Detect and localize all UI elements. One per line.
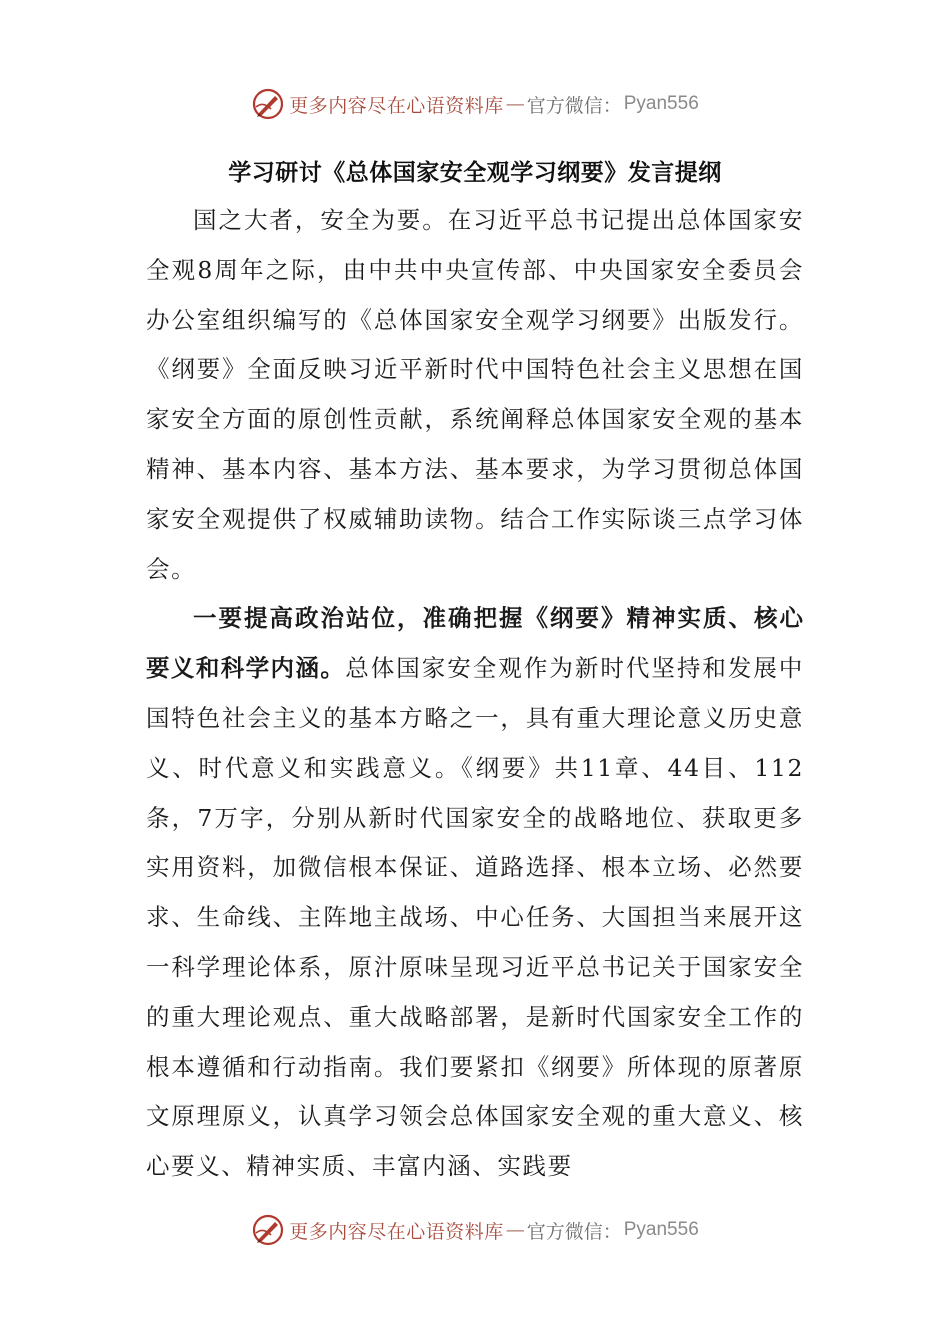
paragraph-point-one bbox=[146, 594, 804, 1192]
banner-wechat-label: 官方微信： bbox=[526, 94, 622, 117]
footer-banner bbox=[0, 1210, 950, 1250]
pen-logo-icon bbox=[251, 87, 285, 121]
paragraph-intro-text: 国之大者，安全为要。在习近平总书记提出总体国家安全观8周年之际，由中共中央宣传部、中央国家安全委员会办公室组织编写的《总体国家安全观学习纲要》出版发行。《纲要》全面反映习近平新时代中国特色社会主义思想在国家安全方面的原创性贡献，系统阐释总体国家安全观的基本精神、基本内容、基本方法、基本要求，为学习贯彻总体国家安全观提供了权威辅助读物。结合工作实际谈三点学习体会。 bbox=[146, 206, 804, 583]
banner-wechat-id: Pyan556 bbox=[623, 93, 699, 114]
document-title: 学习研讨《总体国家安全观学习纲要》发言提纲 bbox=[228, 160, 722, 186]
paragraph-point-one-text: 总体国家安全观作为新时代坚持和发展中国特色社会主义的基本方略之一，具有重大理论意义历史意义、时代意义和实践意义。《纲要》共11章、44目、112条，7万字，分别从新时代国家安全的战略地位、获取更多实用资料，加微信根本保证、道路选择、根本立场、必然要求、生命线、主阵地主战场、中心任务、大国担当来展开这一科学理论体系，原汁原味呈现习近平总书记关于国家安全的重大理论观点、重大战略部署，是新时代国家安全工作的根本遵循和行动指南。我们要紧扣《纲要》所体现的原著原文原理原义，认真学习领会总体国家安全观的重大意义、核心要义、精神实质、丰富内涵、实践要 bbox=[146, 654, 804, 1181]
banner-brand: 更多内容尽在心语资料库 bbox=[289, 94, 504, 117]
header-banner bbox=[0, 84, 950, 124]
banner-wechat-id: Pyan556 bbox=[623, 1219, 699, 1240]
banner-brand: 更多内容尽在心语资料库 bbox=[289, 1220, 504, 1243]
paragraph-intro bbox=[146, 196, 804, 594]
pen-logo-icon bbox=[251, 1213, 285, 1247]
banner-separator: — bbox=[505, 93, 525, 115]
banner-separator: — bbox=[505, 1219, 525, 1241]
document-body bbox=[146, 196, 804, 1192]
paragraph-point-one-heading: 一要提高政治站位，准确把握《纲要》精神实质、核心要义和科学内涵。 bbox=[146, 604, 804, 683]
banner-wechat-label: 官方微信： bbox=[526, 1220, 622, 1243]
